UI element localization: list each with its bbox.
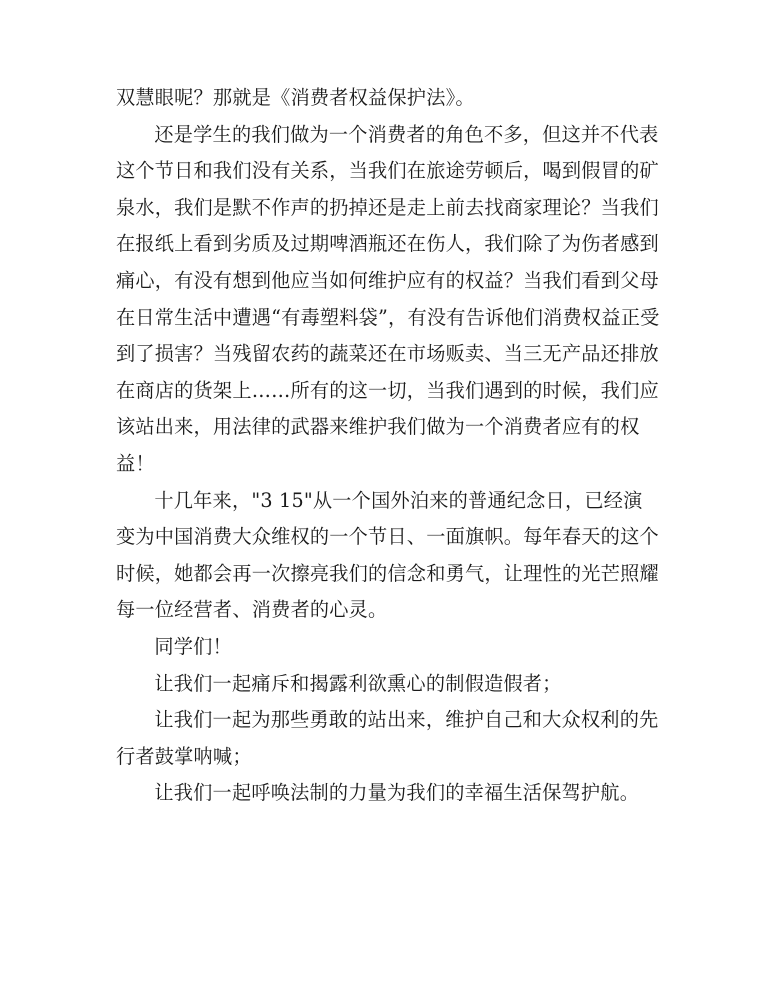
paragraph-1: 双慧眼呢？那就是《消费者权益保护法》。 (116, 86, 475, 109)
paragraph-6: 让我们一起为那些勇敢的站出来，维护自己和大众权利的先行者鼓掌呐喊； (116, 708, 659, 768)
paragraph-2: 还是学生的我们做为一个消费者的角色不多，但这并不代表这个节日和我们没有关系，当我们在旅途劳顿后，喝到假冒的矿泉水，我们是默不作声的扔掉还是走上前去找商家理论？当我们在报纸上看到劣质及过期啤酒瓶还在伤人，我们除了为伤者感到痛心，有没有想到他应当如何维护应有的权益？当我们看到父母在日常生活中遭遇“有毒塑料袋”，有没有告诉他们消费权益正受到了损害？当残留农药的蔬菜还在市场贩卖、当三无产品还排放在商店的货架上……所有的这一切，当我们遇到的时候，我们应该站出来，用法律的武器来维护我们做为一个消费者应有的权益！ (116, 122, 660, 475)
paragraph-3: 十几年来，"3 15"从一个国外泊来的普通纪念日，已经演变为中国消费大众维权的一个节日、一面旗帜。每年春天的这个时候，她都会再一次擦亮我们的信念和勇气，让理性的光芒照耀每一位经营者、消费者的心灵。 (116, 488, 659, 622)
paragraph-4: 同学们！ (154, 634, 232, 658)
document-body (116, 80, 661, 812)
paragraph-7: 让我们一起呼唤法制的力量为我们的幸福生活保驾护航。 (154, 781, 640, 805)
paragraph-5: 让我们一起痛斥和揭露利欲熏心的制假造假者； (154, 671, 562, 695)
